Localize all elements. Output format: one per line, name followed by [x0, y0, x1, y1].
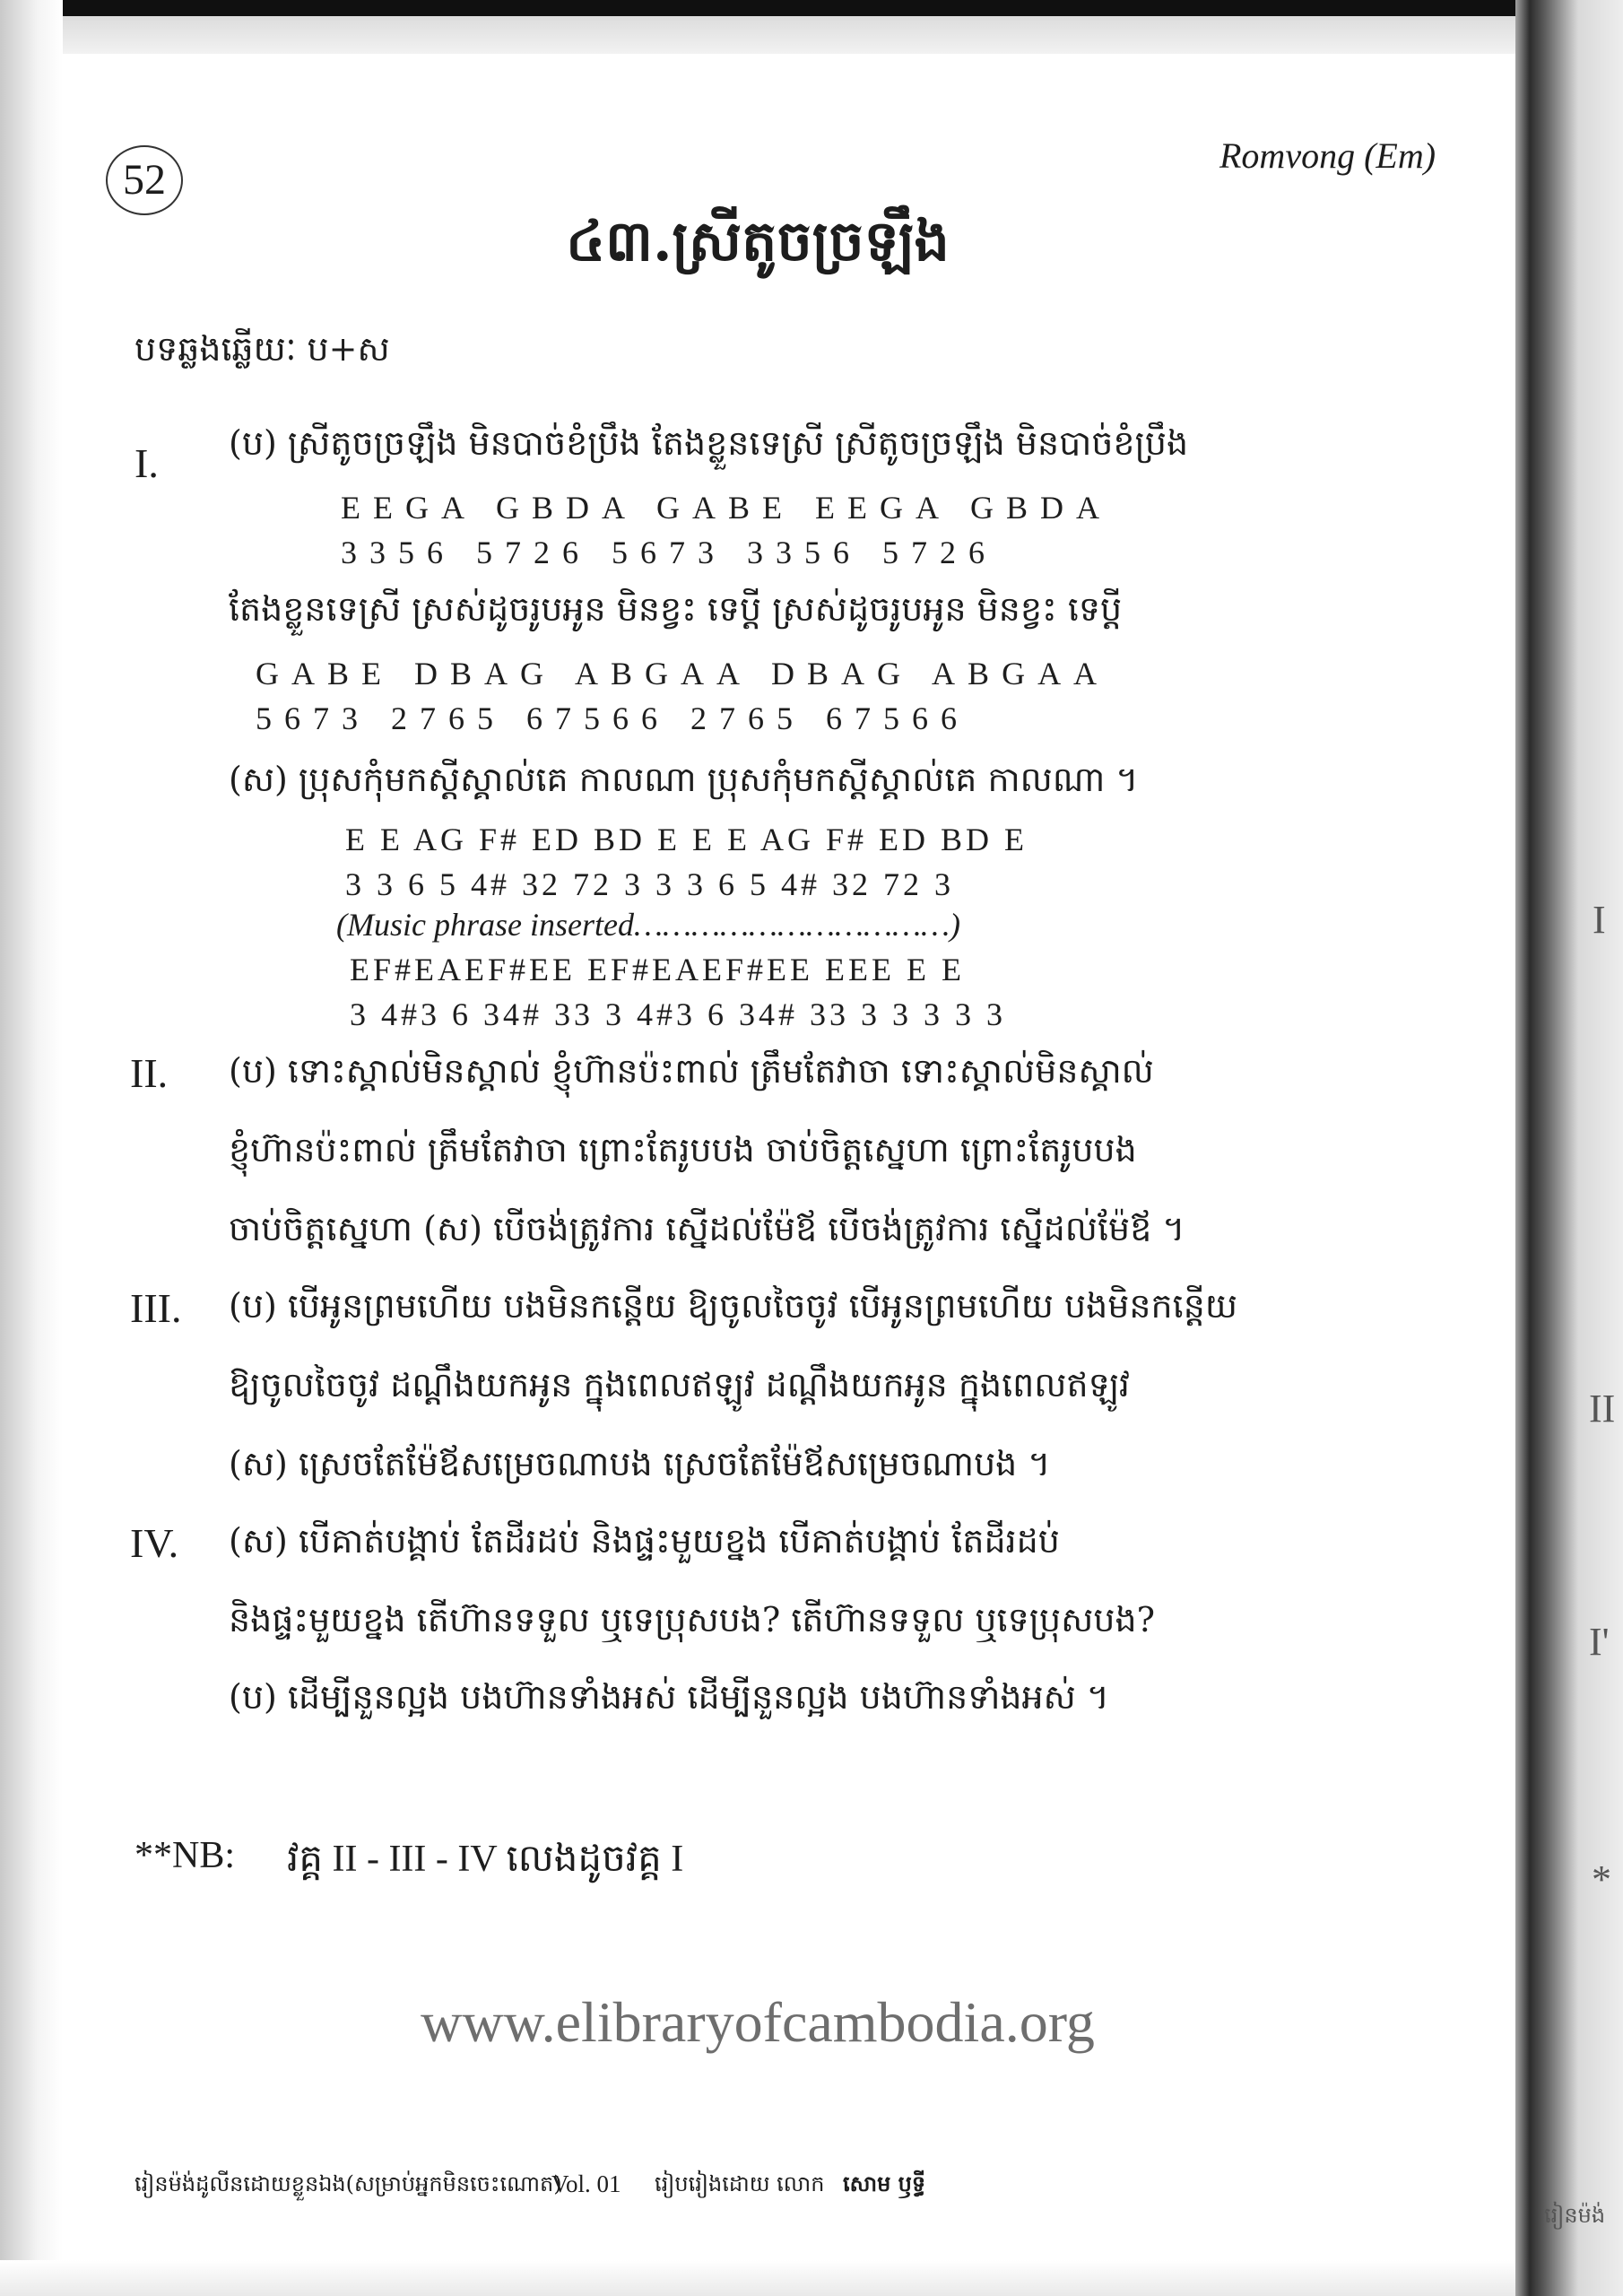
- verse-2-line-3: ចាប់ចិត្តស្នេហា (ស) បើចង់ត្រូវការ ស្នើដល់ម៉ែឪ បើចង់ត្រូវការ ស្នើដល់ម៉ែឪ ។: [229, 1209, 1185, 1248]
- next-page-mark-1: I: [1593, 898, 1606, 942]
- page-number: 52: [106, 145, 183, 215]
- next-page-footer: រៀនម៉ង់: [1544, 2203, 1606, 2228]
- verse-4-line-1: (ស) បើគាត់បង្គាប់ តែដីរដប់ និងផ្ទះមួយខ្នង បើគាត់បង្គាប់ តែដីរដប់: [229, 1521, 1060, 1561]
- song-style: បទឆ្លងឆ្លើយៈ ប+ស: [135, 329, 390, 369]
- verse-3-line-3: (ស) ស្រេចតែម៉ែឪសម្រេចណាបង ស្រេចតែម៉ែឪសម្រេចណាបង ។: [229, 1444, 1051, 1483]
- verse-4-line-3: (ប) ដើម្បីនួនល្អង បងហ៊ានទាំងអស់ ដើម្បីនួនល្អង បងហ៊ានទាំងអស់ ។: [229, 1677, 1109, 1717]
- verse-2-line-2: ខ្ញុំហ៊ានប៉ះពាល់ ត្រឹមតែវាចា ព្រោះតែរូបបង ចាប់ចិត្តស្នេហា ព្រោះតែរូបបង: [229, 1130, 1137, 1170]
- rhythm-label: Romvong (Em): [1219, 135, 1436, 176]
- next-page-mark-3: I': [1589, 1620, 1610, 1664]
- website-watermark: www.elibraryofcambodia.org: [421, 1990, 1095, 2054]
- verse-1-line-2-numbers: 5673 2765 67566 2765 67566: [256, 700, 969, 736]
- verse-1-line-1-numbers: 3356 5726 5673 3356 5726: [341, 535, 997, 570]
- verse-1-line-1-notes: EEGA GBDA GABE EEGA GBDA: [341, 490, 1113, 526]
- verse-2-line-1: (ប) ទោះស្គាល់មិនស្គាល់ ខ្ញុំហ៊ានប៉ះពាល់ ត្រឹមតែវាចា ទោះស្គាល់មិនស្គាល់: [229, 1051, 1154, 1091]
- verse-1-line-3-lyrics: (ស) ប្រុសកុំមកស្តីស្គាល់គេ កាលណា ប្រុសកុំមកស្តីស្គាល់គេ កាលណា ។: [229, 760, 1139, 799]
- scan-left-shadow: [0, 0, 63, 2296]
- music-phrase-inserted: (Music phrase inserted……………………………): [336, 907, 961, 943]
- verse-1-line-1-lyrics: (ប) ស្រីតូចច្រឡឹង មិនបាច់ខំប្រឹង តែងខ្លួនទេស្រី ស្រីតូចច្រឡឹង មិនបាច់ខំប្រឹង: [229, 423, 1189, 463]
- verse-1-line-3-notes: E E AG F# ED BD E E E AG F# ED BD E: [345, 822, 1028, 857]
- nb-note: វគ្គ II - III - IV លេងដូចវគ្គ I: [287, 1839, 684, 1880]
- scan-top-edge: [0, 0, 1623, 54]
- book-gutter: [1515, 0, 1623, 2296]
- verse-3-line-2: ឱ្យចូលចៃចូវ ដណ្តឹងយកអូន ក្នុងពេលឥឡូវ ដណ្តឹងយកអូន ក្នុងពេលឥឡូវ: [229, 1365, 1130, 1405]
- verse-1-phrase-notes: EF#EAEF#EE EF#EAEF#EE EEE E E: [350, 952, 965, 987]
- nb-label: **NB:: [135, 1835, 236, 1876]
- verse-1-line-2-notes: GABE DBAG ABGAA DBAG ABGAA: [256, 656, 1110, 691]
- song-title: ៤៣.ស្រីតូចច្រឡឹង: [566, 208, 950, 274]
- verse-1-line-3-numbers: 3 3 6 5 4# 32 72 3 3 3 6 5 4# 32 72 3: [345, 866, 954, 902]
- footer-volume: Vol. 01: [551, 2170, 621, 2197]
- verse-3-number: III.: [130, 1285, 182, 1331]
- verse-4-number: IV.: [130, 1520, 179, 1566]
- footer-book-title: រៀនម៉ង់ដូលីនដោយខ្លួនឯង(សម្រាប់អ្នកមិនចេះណោត): [135, 2171, 562, 2196]
- next-page-mark-4: *: [1592, 1857, 1611, 1901]
- scan-bottom-shadow: [0, 2260, 1623, 2296]
- next-page-mark-2: II: [1589, 1387, 1616, 1431]
- footer-author: សោម ឫទ្ធី: [843, 2170, 926, 2196]
- verse-4-line-2: និងផ្ទះមួយខ្នង តើហ៊ានទទួល ឬទេប្រុសបង? តើហ៊ានទទួល ឬទេប្រុសបង?: [229, 1600, 1155, 1639]
- verse-1-line-2-lyrics: តែងខ្លួនទេស្រី ស្រស់ដូចរូបអូន មិនខ្វះ ទេប្តី ស្រស់ដូចរូបអូន មិនខ្វះ ទេប្តី: [229, 589, 1123, 629]
- verse-1-number: I.: [135, 440, 159, 486]
- verse-2-number: II.: [130, 1050, 169, 1096]
- footer-author-prefix: រៀបរៀងដោយ លោក: [655, 2171, 825, 2196]
- verse-3-line-1: (ប) បើអូនព្រមហើយ បងមិនកន្តើយ ឱ្យចូលចៃចូវ បើអូនព្រមហើយ បងមិនកន្តើយ: [229, 1286, 1238, 1326]
- verse-1-phrase-numbers: 3 4#3 6 34# 33 3 4#3 6 34# 33 3 3 3 3 3: [350, 996, 1006, 1032]
